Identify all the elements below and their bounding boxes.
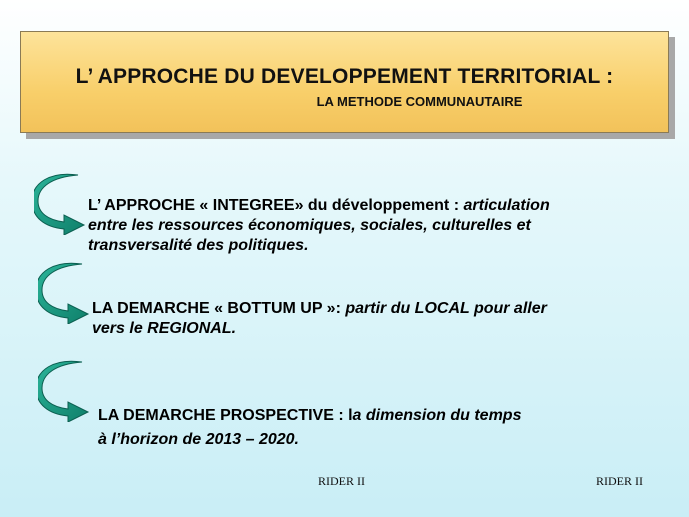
item-italic-text: vers le REGIONAL.: [92, 320, 237, 337]
list-item-prospective: [98, 404, 521, 452]
footer-right-label: RIDER II: [596, 474, 643, 488]
item-plain-text: LA DEMARCHE « BOTTUM UP »:: [92, 300, 346, 317]
item-plain-text: LA DEMARCHE PROSPECTIVE : l: [98, 407, 353, 424]
item-italic-text: a dimension du temps: [352, 407, 522, 424]
curved-arrow-icon: [34, 173, 86, 235]
list-item-integrated-approach: [88, 196, 550, 256]
item-italic-text: entre les ressources économiques, sociales, culturelles et: [88, 217, 531, 234]
list-item-bottom-up: [92, 299, 547, 339]
curved-arrow-icon: [38, 262, 90, 324]
footer-left-label: RIDER II: [318, 474, 365, 488]
page-subtitle: LA METHODE COMMUNAUTAIRE: [316, 94, 523, 109]
item-italic-text: partir du LOCAL pour aller: [345, 300, 547, 317]
curved-arrow-icon: [38, 360, 90, 422]
item-plain-text: L’ APPROCHE « INTEGREE» du développement :: [88, 197, 464, 214]
item-italic-text: à l’horizon de 2013 – 2020.: [98, 431, 299, 448]
page-title: L’ APPROCHE DU DEVELOPPEMENT TERRITORIAL :: [75, 65, 614, 88]
title-banner: [20, 31, 669, 133]
item-italic-text: articulation: [463, 197, 550, 214]
item-italic-text: transversalité des politiques.: [88, 237, 309, 254]
